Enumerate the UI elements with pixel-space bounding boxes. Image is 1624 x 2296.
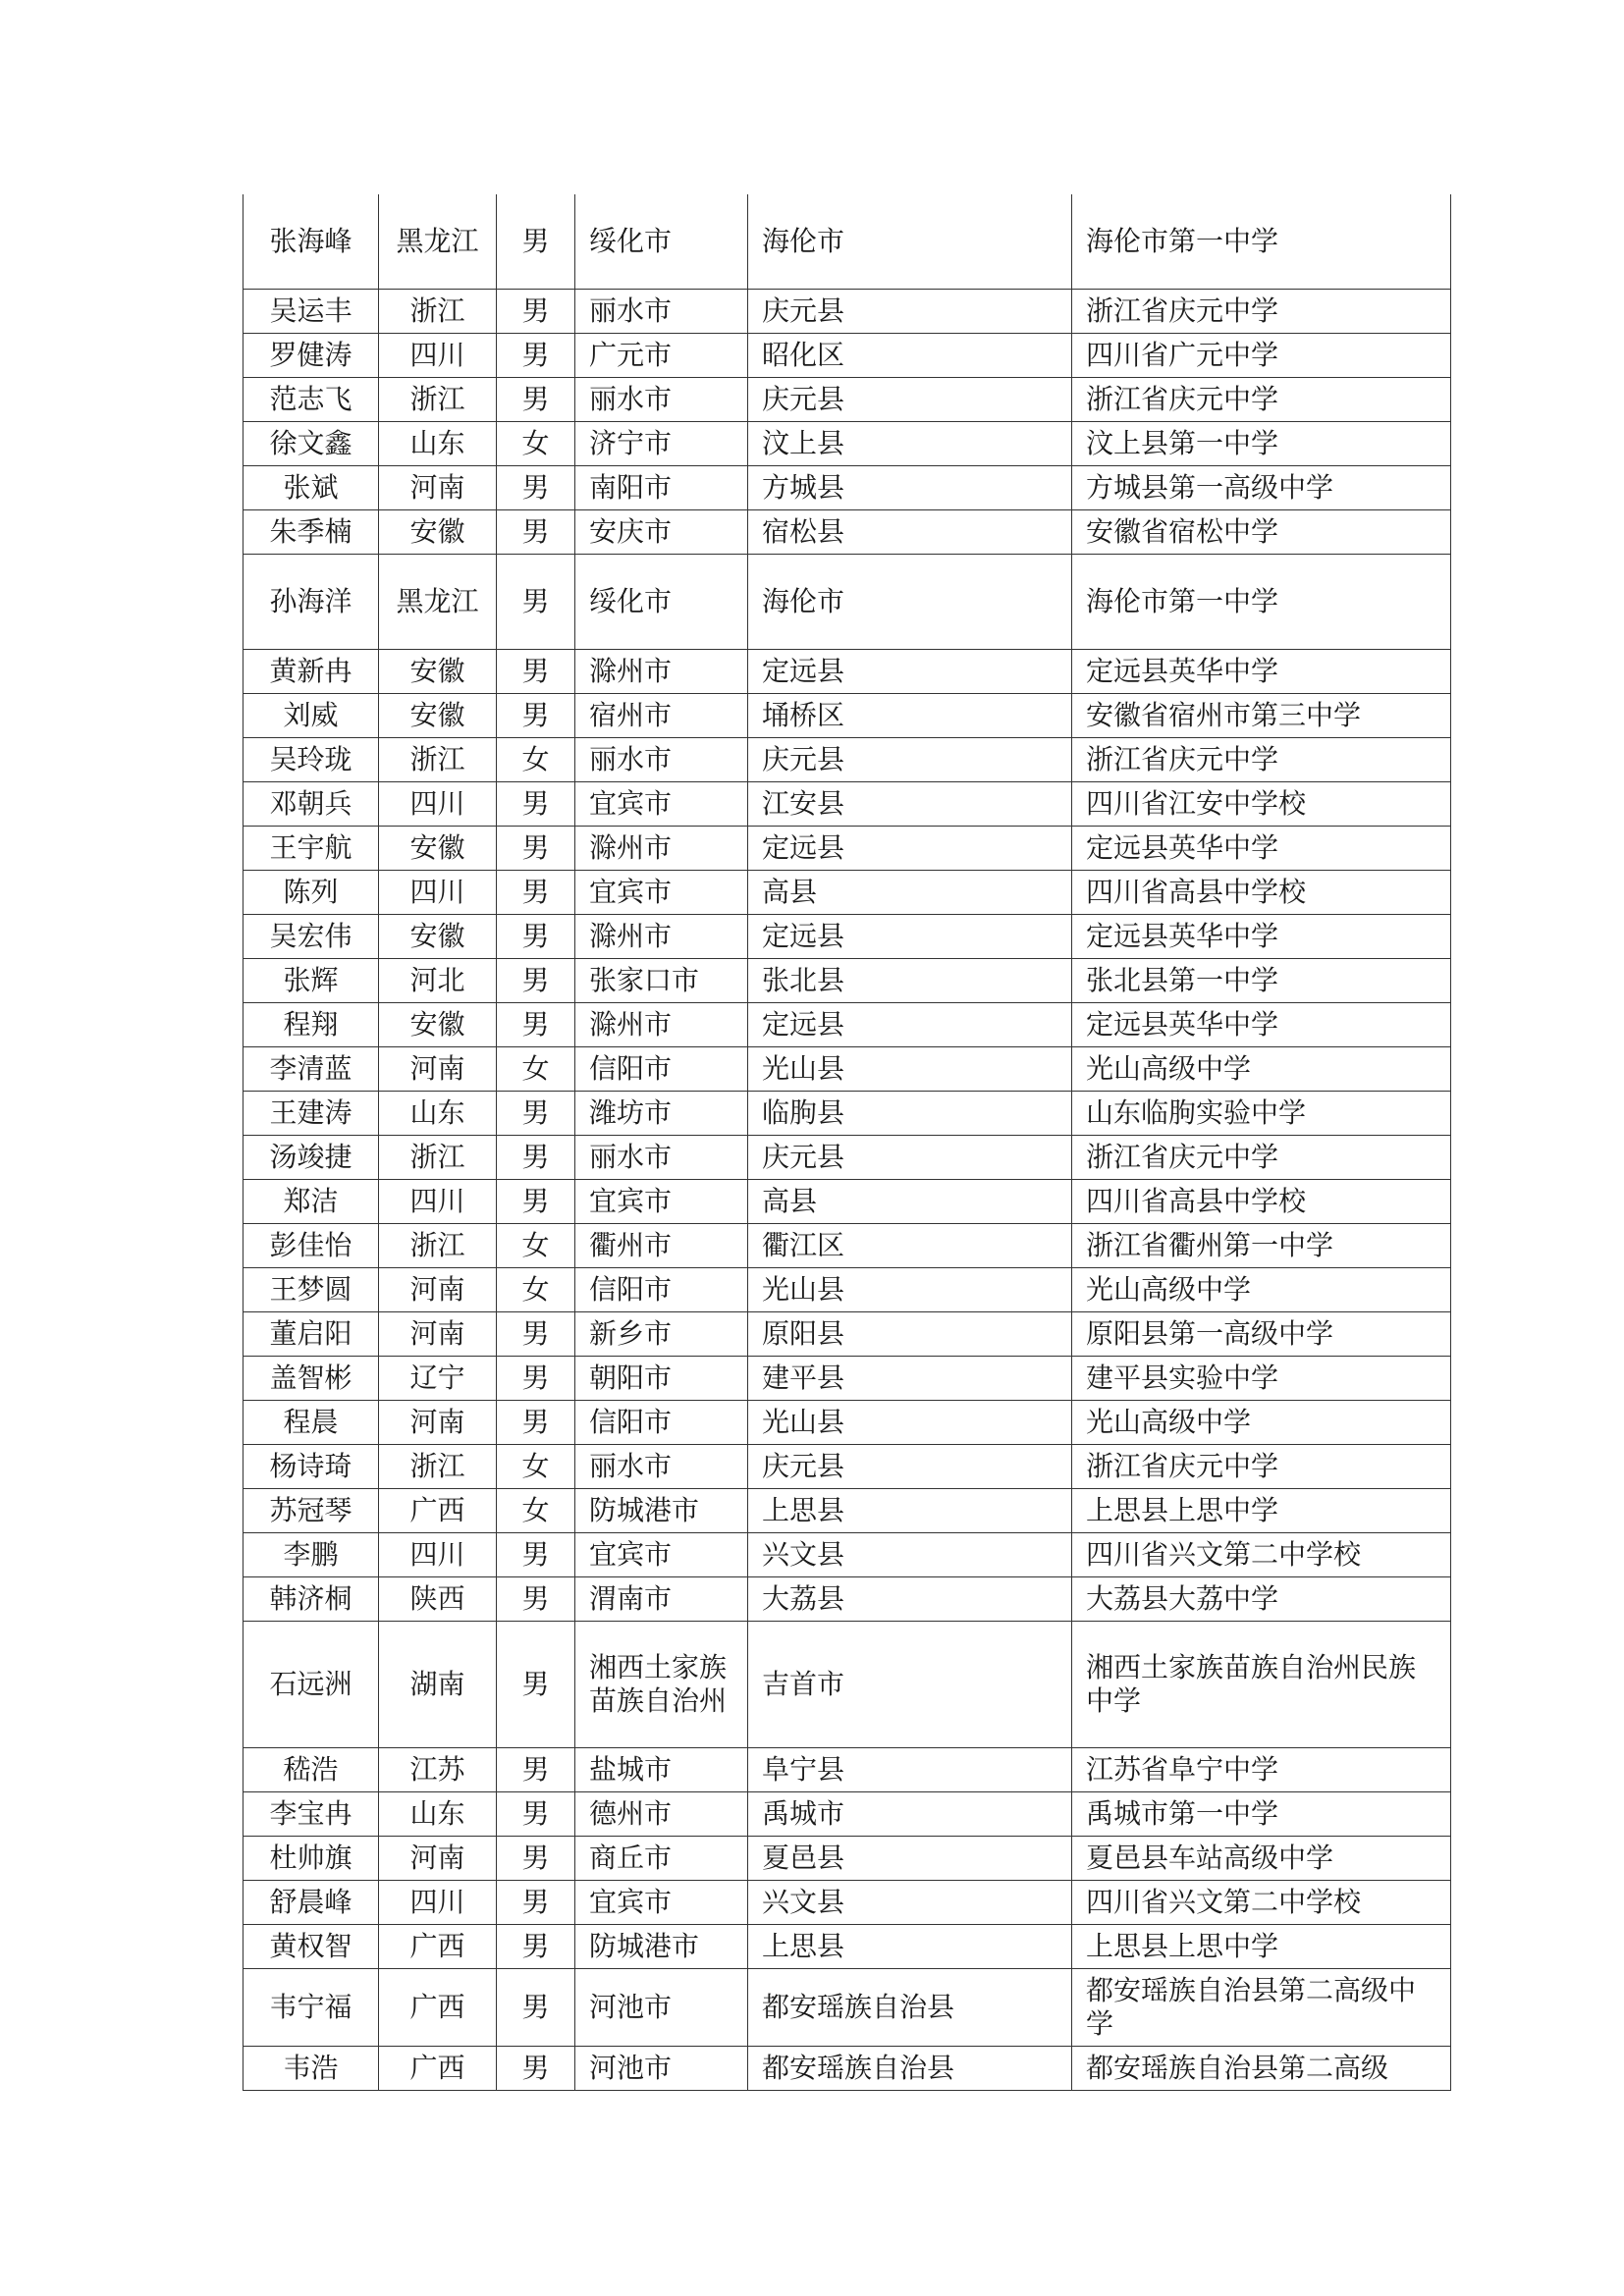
table-row (244, 334, 1451, 378)
county-cell: 定远县 (748, 1003, 1072, 1047)
gender-cell: 男 (497, 782, 575, 827)
student-name-cell: 汤竣捷 (244, 1136, 379, 1180)
student-name-cell: 张海峰 (244, 194, 379, 290)
city-cell: 盐城市 (575, 1748, 748, 1792)
city-cell: 丽水市 (575, 1136, 748, 1180)
student-name-cell: 盖智彬 (244, 1357, 379, 1401)
city-cell: 宜宾市 (575, 782, 748, 827)
gender-cell: 男 (497, 694, 575, 738)
table-row (244, 1224, 1451, 1268)
province-cell: 浙江 (379, 290, 497, 334)
gender-cell: 男 (497, 1837, 575, 1881)
table-row (244, 650, 1451, 694)
city-cell: 宿州市 (575, 694, 748, 738)
school-cell: 海伦市第一中学 (1072, 194, 1451, 290)
city-cell: 安庆市 (575, 510, 748, 555)
student-name-cell: 石远洲 (244, 1622, 379, 1748)
gender-cell: 男 (497, 194, 575, 290)
student-name-cell: 董启阳 (244, 1312, 379, 1357)
county-cell: 海伦市 (748, 555, 1072, 650)
province-cell: 四川 (379, 871, 497, 915)
table-row (244, 1180, 1451, 1224)
city-cell: 信阳市 (575, 1047, 748, 1092)
county-cell: 昭化区 (748, 334, 1072, 378)
province-cell: 江苏 (379, 1748, 497, 1792)
county-cell: 上思县 (748, 1489, 1072, 1533)
city-cell: 德州市 (575, 1792, 748, 1837)
school-cell: 都安瑶族自治县第二高级 (1072, 2047, 1451, 2091)
county-cell: 海伦市 (748, 194, 1072, 290)
school-cell: 都安瑶族自治县第二高级中学 (1072, 1969, 1451, 2047)
province-cell: 浙江 (379, 378, 497, 422)
school-cell: 夏邑县车站高级中学 (1072, 1837, 1451, 1881)
table-row (244, 915, 1451, 959)
province-cell: 河南 (379, 1401, 497, 1445)
student-name-cell: 张辉 (244, 959, 379, 1003)
province-cell: 四川 (379, 782, 497, 827)
student-name-cell: 徐文鑫 (244, 422, 379, 466)
province-cell: 四川 (379, 1881, 497, 1925)
table-row (244, 1003, 1451, 1047)
city-cell: 丽水市 (575, 290, 748, 334)
city-cell: 滁州市 (575, 827, 748, 871)
table-row (244, 1622, 1451, 1748)
roster-body (244, 194, 1451, 2091)
school-cell: 定远县英华中学 (1072, 1003, 1451, 1047)
city-cell: 衢州市 (575, 1224, 748, 1268)
gender-cell: 男 (497, 1925, 575, 1969)
city-cell: 宜宾市 (575, 871, 748, 915)
table-row (244, 1047, 1451, 1092)
county-cell: 上思县 (748, 1925, 1072, 1969)
province-cell: 四川 (379, 334, 497, 378)
province-cell: 山东 (379, 422, 497, 466)
city-cell: 滁州市 (575, 650, 748, 694)
gender-cell: 女 (497, 1445, 575, 1489)
gender-cell: 女 (497, 1047, 575, 1092)
gender-cell: 男 (497, 466, 575, 510)
city-cell: 丽水市 (575, 378, 748, 422)
county-cell: 定远县 (748, 827, 1072, 871)
gender-cell: 男 (497, 1533, 575, 1577)
school-cell: 浙江省庆元中学 (1072, 1445, 1451, 1489)
school-cell: 浙江省庆元中学 (1072, 378, 1451, 422)
student-name-cell: 李鹏 (244, 1533, 379, 1577)
county-cell: 汶上县 (748, 422, 1072, 466)
city-cell: 河池市 (575, 2047, 748, 2091)
county-cell: 建平县 (748, 1357, 1072, 1401)
province-cell: 四川 (379, 1180, 497, 1224)
student-name-cell: 孙海洋 (244, 555, 379, 650)
county-cell: 宿松县 (748, 510, 1072, 555)
gender-cell: 女 (497, 1489, 575, 1533)
gender-cell: 男 (497, 915, 575, 959)
province-cell: 安徽 (379, 510, 497, 555)
city-cell: 丽水市 (575, 738, 748, 782)
province-cell: 安徽 (379, 915, 497, 959)
city-cell: 广元市 (575, 334, 748, 378)
student-name-cell: 郑洁 (244, 1180, 379, 1224)
county-cell: 定远县 (748, 915, 1072, 959)
county-cell: 都安瑶族自治县 (748, 1969, 1072, 2047)
student-name-cell: 杨诗琦 (244, 1445, 379, 1489)
table-row (244, 1092, 1451, 1136)
table-row (244, 378, 1451, 422)
county-cell: 兴文县 (748, 1881, 1072, 1925)
province-cell: 广西 (379, 1969, 497, 2047)
student-name-cell: 黄权智 (244, 1925, 379, 1969)
table-row (244, 1489, 1451, 1533)
gender-cell: 男 (497, 290, 575, 334)
table-row (244, 1837, 1451, 1881)
school-cell: 四川省兴文第二中学校 (1072, 1533, 1451, 1577)
student-name-cell: 刘威 (244, 694, 379, 738)
table-row (244, 1445, 1451, 1489)
school-cell: 四川省高县中学校 (1072, 1180, 1451, 1224)
student-name-cell: 彭佳怡 (244, 1224, 379, 1268)
gender-cell: 男 (497, 1003, 575, 1047)
table-row (244, 782, 1451, 827)
province-cell: 浙江 (379, 1224, 497, 1268)
city-cell: 信阳市 (575, 1268, 748, 1312)
school-cell: 浙江省衢州第一中学 (1072, 1224, 1451, 1268)
student-name-cell: 黄新冉 (244, 650, 379, 694)
city-cell: 丽水市 (575, 1445, 748, 1489)
student-name-cell: 邓朝兵 (244, 782, 379, 827)
school-cell: 汶上县第一中学 (1072, 422, 1451, 466)
province-cell: 广西 (379, 2047, 497, 2091)
province-cell: 浙江 (379, 738, 497, 782)
table-row (244, 1969, 1451, 2047)
school-cell: 山东临朐实验中学 (1072, 1092, 1451, 1136)
student-name-cell: 舒晨峰 (244, 1881, 379, 1925)
county-cell: 兴文县 (748, 1533, 1072, 1577)
school-cell: 浙江省庆元中学 (1072, 738, 1451, 782)
school-cell: 张北县第一中学 (1072, 959, 1451, 1003)
school-cell: 大荔县大荔中学 (1072, 1577, 1451, 1622)
city-cell: 潍坊市 (575, 1092, 748, 1136)
province-cell: 河南 (379, 1047, 497, 1092)
student-roster-table (243, 194, 1451, 2091)
school-cell: 安徽省宿松中学 (1072, 510, 1451, 555)
county-cell: 庆元县 (748, 378, 1072, 422)
school-cell: 光山高级中学 (1072, 1047, 1451, 1092)
student-name-cell: 朱季楠 (244, 510, 379, 555)
province-cell: 山东 (379, 1092, 497, 1136)
school-cell: 方城县第一高级中学 (1072, 466, 1451, 510)
school-cell: 光山高级中学 (1072, 1268, 1451, 1312)
province-cell: 河北 (379, 959, 497, 1003)
county-cell: 庆元县 (748, 1136, 1072, 1180)
student-name-cell: 陈列 (244, 871, 379, 915)
province-cell: 陕西 (379, 1577, 497, 1622)
province-cell: 河南 (379, 1312, 497, 1357)
county-cell: 埇桥区 (748, 694, 1072, 738)
gender-cell: 男 (497, 827, 575, 871)
county-cell: 大荔县 (748, 1577, 1072, 1622)
student-name-cell: 罗健涛 (244, 334, 379, 378)
table-row (244, 466, 1451, 510)
province-cell: 湖南 (379, 1622, 497, 1748)
student-name-cell: 李宝冉 (244, 1792, 379, 1837)
table-row (244, 827, 1451, 871)
school-cell: 定远县英华中学 (1072, 650, 1451, 694)
county-cell: 原阳县 (748, 1312, 1072, 1357)
province-cell: 黑龙江 (379, 194, 497, 290)
province-cell: 浙江 (379, 1445, 497, 1489)
gender-cell: 男 (497, 959, 575, 1003)
school-cell: 光山高级中学 (1072, 1401, 1451, 1445)
school-cell: 上思县上思中学 (1072, 1489, 1451, 1533)
gender-cell: 男 (497, 1092, 575, 1136)
province-cell: 四川 (379, 1533, 497, 1577)
school-cell: 四川省江安中学校 (1072, 782, 1451, 827)
province-cell: 河南 (379, 1837, 497, 1881)
city-cell: 信阳市 (575, 1401, 748, 1445)
student-name-cell: 王宇航 (244, 827, 379, 871)
city-cell: 宜宾市 (575, 1533, 748, 1577)
gender-cell: 男 (497, 378, 575, 422)
county-cell: 吉首市 (748, 1622, 1072, 1748)
student-name-cell: 李清蓝 (244, 1047, 379, 1092)
table-row (244, 959, 1451, 1003)
city-cell: 渭南市 (575, 1577, 748, 1622)
student-name-cell: 吴玲珑 (244, 738, 379, 782)
student-name-cell: 苏冠琴 (244, 1489, 379, 1533)
county-cell: 阜宁县 (748, 1748, 1072, 1792)
city-cell: 商丘市 (575, 1837, 748, 1881)
table-row (244, 510, 1451, 555)
city-cell: 河池市 (575, 1969, 748, 2047)
province-cell: 广西 (379, 1925, 497, 1969)
student-name-cell: 王梦圆 (244, 1268, 379, 1312)
student-name-cell: 杜帅旗 (244, 1837, 379, 1881)
table-row (244, 1268, 1451, 1312)
table-row (244, 1881, 1451, 1925)
school-cell: 湘西土家族苗族自治州民族中学 (1072, 1622, 1451, 1748)
province-cell: 浙江 (379, 1136, 497, 1180)
gender-cell: 男 (497, 1792, 575, 1837)
city-cell: 滁州市 (575, 915, 748, 959)
gender-cell: 男 (497, 650, 575, 694)
county-cell: 光山县 (748, 1401, 1072, 1445)
gender-cell: 男 (497, 1357, 575, 1401)
gender-cell: 男 (497, 1180, 575, 1224)
city-cell: 宜宾市 (575, 1881, 748, 1925)
county-cell: 光山县 (748, 1047, 1072, 1092)
school-cell: 浙江省庆元中学 (1072, 1136, 1451, 1180)
province-cell: 辽宁 (379, 1357, 497, 1401)
table-row (244, 1792, 1451, 1837)
table-row (244, 1533, 1451, 1577)
province-cell: 河南 (379, 466, 497, 510)
school-cell: 禹城市第一中学 (1072, 1792, 1451, 1837)
student-name-cell: 程翔 (244, 1003, 379, 1047)
gender-cell: 男 (497, 1136, 575, 1180)
table-row (244, 1577, 1451, 1622)
gender-cell: 男 (497, 1881, 575, 1925)
city-cell: 湘西土家族苗族自治州 (575, 1622, 748, 1748)
gender-cell: 男 (497, 1622, 575, 1748)
county-cell: 临朐县 (748, 1092, 1072, 1136)
school-cell: 四川省兴文第二中学校 (1072, 1881, 1451, 1925)
student-name-cell: 韩济桐 (244, 1577, 379, 1622)
county-cell: 衢江区 (748, 1224, 1072, 1268)
county-cell: 张北县 (748, 959, 1072, 1003)
gender-cell: 女 (497, 1268, 575, 1312)
school-cell: 原阳县第一高级中学 (1072, 1312, 1451, 1357)
table-row (244, 290, 1451, 334)
province-cell: 安徽 (379, 1003, 497, 1047)
school-cell: 安徽省宿州市第三中学 (1072, 694, 1451, 738)
student-name-cell: 张斌 (244, 466, 379, 510)
student-name-cell: 吴宏伟 (244, 915, 379, 959)
county-cell: 高县 (748, 871, 1072, 915)
gender-cell: 男 (497, 1577, 575, 1622)
gender-cell: 男 (497, 555, 575, 650)
county-cell: 庆元县 (748, 738, 1072, 782)
province-cell: 安徽 (379, 827, 497, 871)
gender-cell: 男 (497, 1312, 575, 1357)
student-name-cell: 嵇浩 (244, 1748, 379, 1792)
gender-cell: 男 (497, 2047, 575, 2091)
province-cell: 安徽 (379, 650, 497, 694)
table-row (244, 1748, 1451, 1792)
gender-cell: 男 (497, 510, 575, 555)
table-row (244, 2047, 1451, 2091)
city-cell: 张家口市 (575, 959, 748, 1003)
school-cell: 上思县上思中学 (1072, 1925, 1451, 1969)
city-cell: 朝阳市 (575, 1357, 748, 1401)
table-row (244, 1925, 1451, 1969)
table-row (244, 1312, 1451, 1357)
city-cell: 绥化市 (575, 194, 748, 290)
school-cell: 浙江省庆元中学 (1072, 290, 1451, 334)
table-row (244, 694, 1451, 738)
table-row (244, 555, 1451, 650)
city-cell: 济宁市 (575, 422, 748, 466)
county-cell: 庆元县 (748, 290, 1072, 334)
student-name-cell: 韦浩 (244, 2047, 379, 2091)
county-cell: 禹城市 (748, 1792, 1072, 1837)
table-row (244, 738, 1451, 782)
student-name-cell: 吴运丰 (244, 290, 379, 334)
school-cell: 定远县英华中学 (1072, 827, 1451, 871)
table-row (244, 194, 1451, 290)
gender-cell: 男 (497, 1969, 575, 2047)
gender-cell: 男 (497, 334, 575, 378)
school-cell: 四川省广元中学 (1072, 334, 1451, 378)
province-cell: 广西 (379, 1489, 497, 1533)
school-cell: 建平县实验中学 (1072, 1357, 1451, 1401)
county-cell: 都安瑶族自治县 (748, 2047, 1072, 2091)
student-name-cell: 韦宁福 (244, 1969, 379, 2047)
province-cell: 安徽 (379, 694, 497, 738)
table-row (244, 871, 1451, 915)
province-cell: 河南 (379, 1268, 497, 1312)
city-cell: 滁州市 (575, 1003, 748, 1047)
gender-cell: 女 (497, 738, 575, 782)
gender-cell: 女 (497, 422, 575, 466)
gender-cell: 女 (497, 1224, 575, 1268)
gender-cell: 男 (497, 1748, 575, 1792)
city-cell: 防城港市 (575, 1925, 748, 1969)
city-cell: 防城港市 (575, 1489, 748, 1533)
school-cell: 海伦市第一中学 (1072, 555, 1451, 650)
county-cell: 光山县 (748, 1268, 1072, 1312)
table-row (244, 1357, 1451, 1401)
county-cell: 江安县 (748, 782, 1072, 827)
province-cell: 黑龙江 (379, 555, 497, 650)
province-cell: 山东 (379, 1792, 497, 1837)
student-name-cell: 范志飞 (244, 378, 379, 422)
county-cell: 庆元县 (748, 1445, 1072, 1489)
county-cell: 定远县 (748, 650, 1072, 694)
table-row (244, 422, 1451, 466)
county-cell: 夏邑县 (748, 1837, 1072, 1881)
gender-cell: 男 (497, 1401, 575, 1445)
city-cell: 绥化市 (575, 555, 748, 650)
student-name-cell: 程晨 (244, 1401, 379, 1445)
city-cell: 南阳市 (575, 466, 748, 510)
county-cell: 高县 (748, 1180, 1072, 1224)
school-cell: 江苏省阜宁中学 (1072, 1748, 1451, 1792)
city-cell: 宜宾市 (575, 1180, 748, 1224)
table-row (244, 1136, 1451, 1180)
school-cell: 定远县英华中学 (1072, 915, 1451, 959)
student-name-cell: 王建涛 (244, 1092, 379, 1136)
gender-cell: 男 (497, 871, 575, 915)
school-cell: 四川省高县中学校 (1072, 871, 1451, 915)
city-cell: 新乡市 (575, 1312, 748, 1357)
table-row (244, 1401, 1451, 1445)
county-cell: 方城县 (748, 466, 1072, 510)
